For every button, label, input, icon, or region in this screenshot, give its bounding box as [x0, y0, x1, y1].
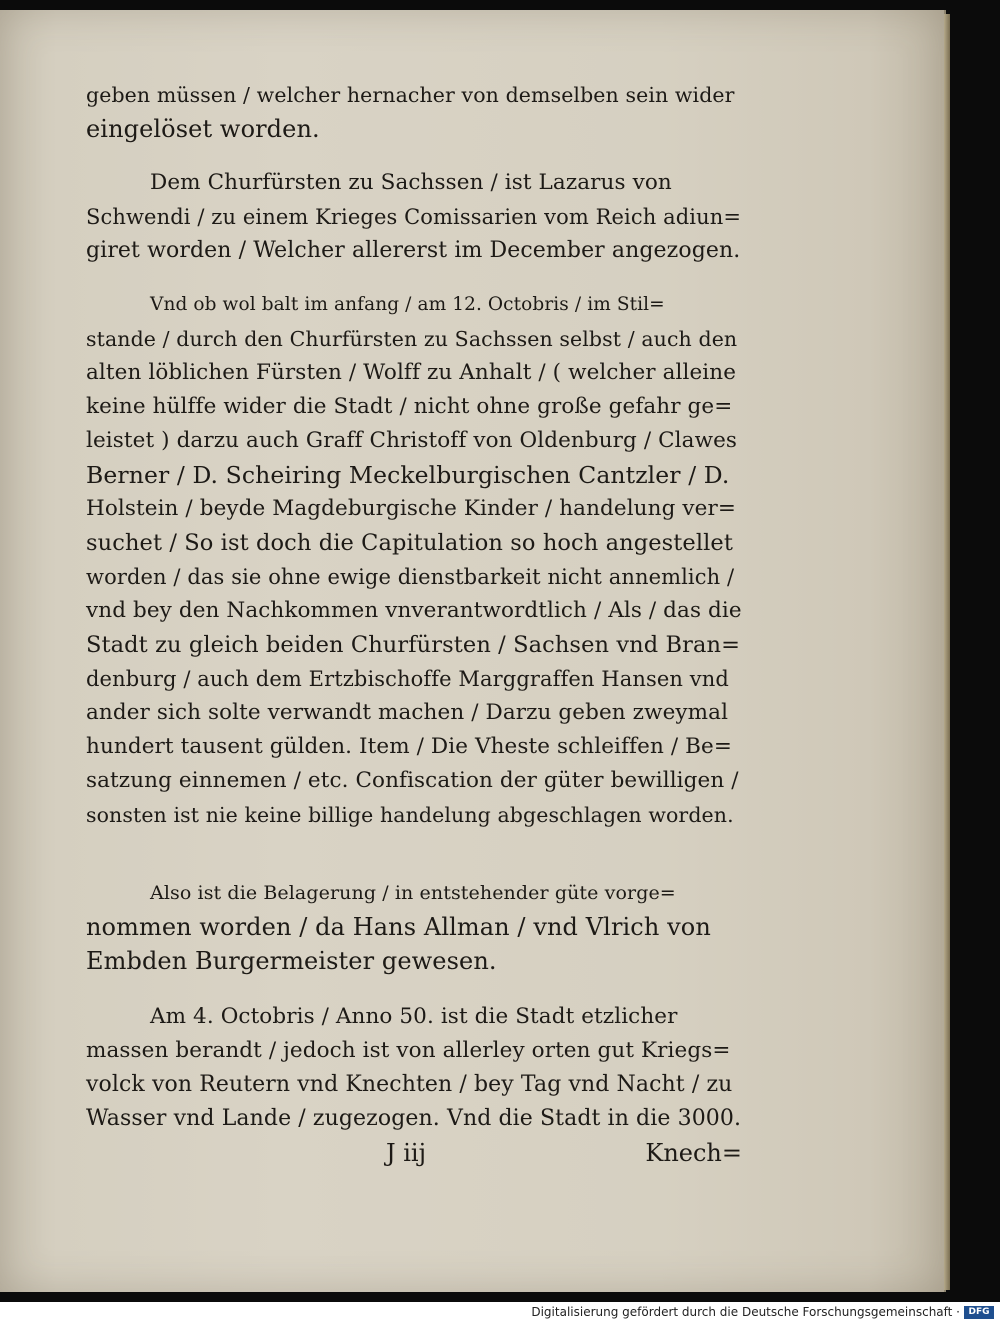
signature-mark: J iij [386, 1139, 427, 1167]
text-line: worden / das sie ohne ewige dienstbarkeit nicht annemlich / [86, 565, 735, 589]
text-line: Embden Burgermeister gewesen. [86, 947, 497, 975]
text-line: denburg / auch dem Ertzbischoffe Marggraffen Hansen vnd [86, 667, 729, 691]
paragraph-5 [86, 1000, 742, 1136]
text-line: suchet / So ist doch die Capitulation so hoch angestellet [86, 530, 733, 556]
text-line: hundert tausent gülden. Item / Die Vheste schleiffen / Be= [86, 734, 732, 759]
text-line: Am 4. Octobris / Anno 50. ist die Stadt etzlicher [150, 1004, 678, 1029]
text-line: geben müssen / welcher hernacher von demselben sein wider [86, 83, 735, 107]
text-line: Vnd ob wol balt im anfang / am 12. Octobris / im Stil= [150, 294, 665, 315]
catchword: Knech= [645, 1139, 742, 1167]
funding-credit: Digitalisierung gefördert durch die Deutsche Forschungsgemeinschaft · [531, 1305, 960, 1319]
page-text [86, 78, 742, 1170]
text-line: stande / durch den Churfürsten zu Sachssen selbst / auch den [86, 327, 738, 351]
credit-bar [0, 1302, 1000, 1323]
text-line: volck von Reutern vnd Knechten / bey Tag vnd Nacht / zu [86, 1072, 733, 1097]
text-line: Dem Churfürsten zu Sachssen / ist Lazarus von [150, 170, 672, 195]
text-line: nommen worden / da Hans Allman / vnd Vlrich von [86, 913, 711, 941]
paragraph-2 [86, 166, 742, 268]
text-line: keine hülffe wider die Stadt / nicht ohne große gefahr ge= [86, 394, 733, 419]
page-edge [944, 14, 950, 1290]
text-line: eingelöset worden. [86, 115, 320, 143]
text-line: ander sich solte verwandt machen / Darzu geben zweymal [86, 700, 729, 725]
text-line: alten löblichen Fürsten / Wolff zu Anhalt / ( welcher alleine [86, 360, 737, 385]
text-line: Berner / D. Scheiring Meckelburgischen Cantzler / D. [86, 461, 730, 489]
text-line: vnd bey den Nachkommen vnverantwordtlich / Als / das die [86, 598, 742, 623]
text-line: Also ist die Belagerung / in entstehender güte vorge= [150, 882, 676, 904]
text-line: sonsten ist nie keine billige handelung abgeschlagen worden. [86, 803, 734, 827]
page-footer-line [86, 1136, 742, 1170]
text-line: Wasser vnd Lande / zugezogen. Vnd die Stadt in die 3000. [86, 1106, 742, 1131]
text-line: giret worden / Welcher allererst im December angezogen. [86, 238, 741, 263]
text-line: Schwendi / zu einem Krieges Comissarien vom Reich adiun= [86, 205, 742, 229]
text-line: massen berandt / jedoch ist von allerley orten gut Kriegs= [86, 1038, 731, 1063]
text-line: satzung einnemen / etc. Confiscation der güter bewilligen / [86, 768, 739, 793]
paragraph-1 [86, 78, 742, 146]
dfg-logo-icon: DFG [964, 1306, 994, 1319]
text-line: Stadt zu gleich beiden Churfürsten / Sachsen vnd Bran= [86, 632, 741, 658]
paragraph-4 [86, 876, 742, 978]
paragraph-3 [86, 288, 742, 832]
text-line: leistet ) darzu auch Graff Christoff von Oldenburg / Clawes [86, 428, 738, 453]
text-line: Holstein / beyde Magdeburgische Kinder / handelung ver= [86, 496, 736, 521]
